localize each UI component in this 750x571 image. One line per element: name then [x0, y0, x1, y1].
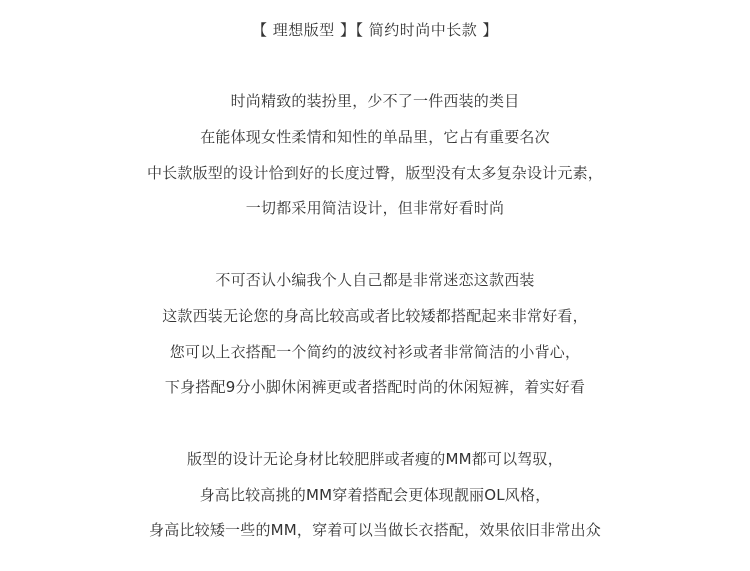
text-line: 在能体现女性柔情和知性的单品里，它占有重要名次 [200, 128, 550, 146]
text-line: 中长款版型的设计恰到好的长度过臀，版型没有太多复杂设计元素， [146, 164, 603, 182]
section-heading: 【 理想版型 】【 简约时尚中长款 】 [251, 21, 499, 39]
text-line: 身高比较矮一些的MM，穿着可以当做长衣搭配，效果依旧非常出众 [149, 521, 601, 539]
text-line: 版型的设计无论身材比较肥胖或者瘦的MM都可以驾驭， [187, 450, 563, 468]
text-line: 时尚精致的装扮里，少不了一件西装的类目 [230, 92, 520, 110]
text-line: 一切都采用简洁设计，但非常好看时尚 [245, 199, 505, 217]
text-line: 身高比较高挑的MM穿着搭配会更体现靓丽OL风格， [199, 486, 551, 504]
text-line: 您可以上衣搭配一个简约的波纹衬衫或者非常简洁的小背心， [169, 343, 581, 361]
text-line: 下身搭配9分小脚休闲裤更或者搭配时尚的休闲短裤，着实好看 [164, 378, 586, 396]
text-line: 这款西装无论您的身高比较高或者比较矮都搭配起来非常好看， [162, 307, 588, 325]
text-line: 不可否认小编我个人自己都是非常迷恋这款西装 [215, 271, 535, 289]
